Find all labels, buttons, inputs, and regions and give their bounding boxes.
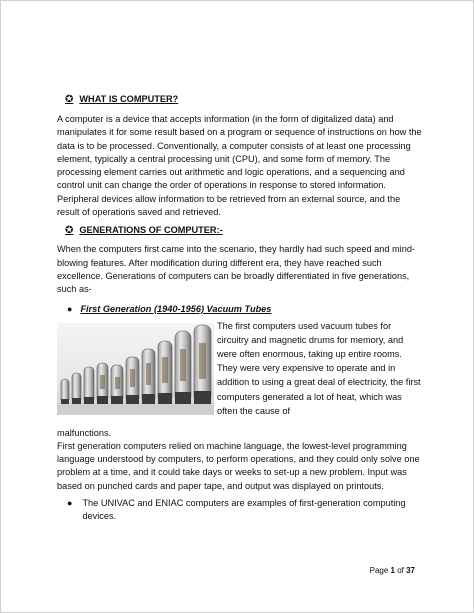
star-bullet-icon: ✪ <box>65 224 74 236</box>
paragraph-definition: A computer is a device that accepts information (in the form of digitalized data) and manipulates it for some result based on a program or sequence of instructions on how the data is to be processed. Conventionally, a computer consists of at least one processing element, typically a central processing unit (CPU), and some form of memory. The processing element carries out arithmetic and logic operations, and a sequencing and control unit can change the order of operations in response to stored information. Peripheral devices allow information to be retrieved from an external source, and the result of operations saved and retrieved. <box>57 114 422 218</box>
section-title: GENERATIONS OF COMPUTER:- <box>79 224 223 235</box>
paragraph-first-generation: First generation computers relied on machine language, the lowest-level programming language understood by computers, to perform operations, and they could only solve one problem at a time, and it could take days or weeks to set-up a new problem. Input was based on punched cards and paper tape, and output was displayed on printouts. <box>57 440 420 491</box>
page-number: Page 1 of 37 <box>369 566 415 575</box>
page-content <box>57 93 423 524</box>
list-item <box>67 497 423 524</box>
section-heading-generations <box>65 223 423 237</box>
section-heading-what-is-computer <box>65 93 423 107</box>
bullet-icon: ● <box>67 303 73 314</box>
first-generation-heading <box>67 303 423 317</box>
first-generation-float-text: The first computers used vacuum tubes for circuitry and magnetic drums for memory, and were often enormous, taking up entire rooms. They were very expensive to operate and in addition to using a great deal of electricity, the first computers generated a lot of heat, which was often the cause of <box>217 320 421 416</box>
bullet-icon: ● <box>67 498 73 509</box>
first-generation-body <box>57 319 423 427</box>
first-generation-continuation: malfunctions. <box>57 427 112 438</box>
section-title: WHAT IS COMPUTER? <box>79 94 179 105</box>
vacuum-tubes-icon <box>57 323 214 415</box>
list-item-text: The UNIVAC and ENIAC computers are examples of first-generation computing devices. <box>82 498 406 522</box>
vacuum-tubes-image <box>57 323 214 415</box>
first-generation-title: First Generation (1940-1956) Vacuum Tubes <box>80 303 272 314</box>
paragraph-generations-intro: When the computers first came into the scenario, they hardly had such speed and mind-blowing features. After modification during different era, they have reached such excellence. Generations of computers can be broadly differentiated in five generations, such as- <box>57 244 415 295</box>
star-bullet-icon: ✪ <box>65 94 74 106</box>
